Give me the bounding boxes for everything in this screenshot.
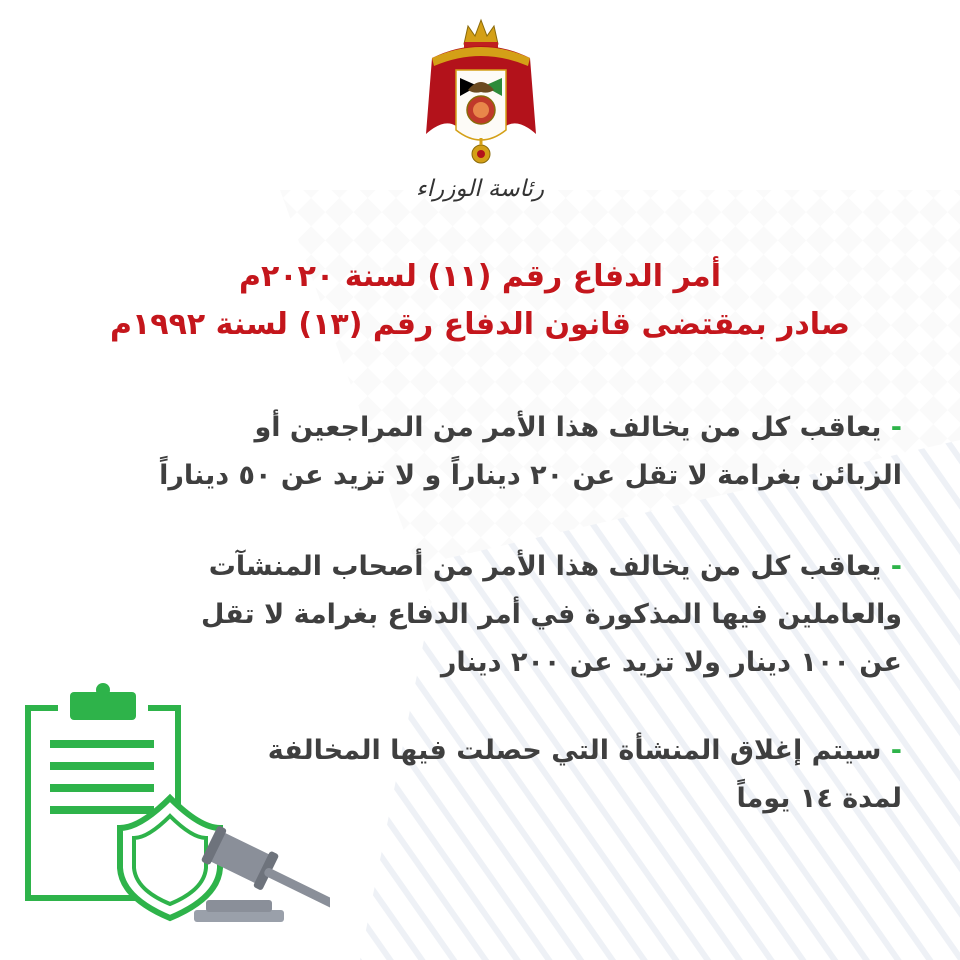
item-line: والعاملين فيها المذكورة في أمر الدفاع بغرامة لا تقل (201, 599, 902, 630)
item-line: عن ١٠٠ دينار ولا تزيد عن ٢٠٠ دينار (440, 647, 902, 678)
item-line (52, 543, 902, 591)
penalty-item-customers (102, 404, 902, 500)
jordan-coat-of-arms-icon (420, 14, 542, 172)
item-text: يعاقب كل من يخالف هذا الأمر من المراجعين أو (254, 412, 882, 443)
item-line: لمدة ١٤ يوماً (736, 783, 902, 814)
item-line: الزبائن بغرامة لا تقل عن ٢٠ ديناراً و لا تزيد عن ٥٠ ديناراً (159, 460, 902, 491)
order-subtitle: صادر بمقتضى قانون الدفاع رقم (١٣) لسنة ١٩٩٢م (109, 307, 850, 342)
ministry-name: رئاسة الوزراء (415, 176, 545, 202)
order-title: أمر الدفاع رقم (١١) لسنة ٢٠٢٠م (239, 259, 721, 294)
item-text: سيتم إغلاق المنشأة التي حصلت فيها المخالفة (267, 735, 882, 766)
item-line (102, 404, 902, 452)
item-text: يعاقب كل من يخالف هذا الأمر من أصحاب المنشآت (208, 551, 882, 582)
clipboard-shield-gavel-illustration (18, 678, 330, 926)
bullet-dash: - (890, 412, 902, 443)
bullet-dash: - (890, 551, 902, 582)
penalty-item-establishments (52, 543, 902, 687)
bullet-dash: - (890, 735, 902, 766)
